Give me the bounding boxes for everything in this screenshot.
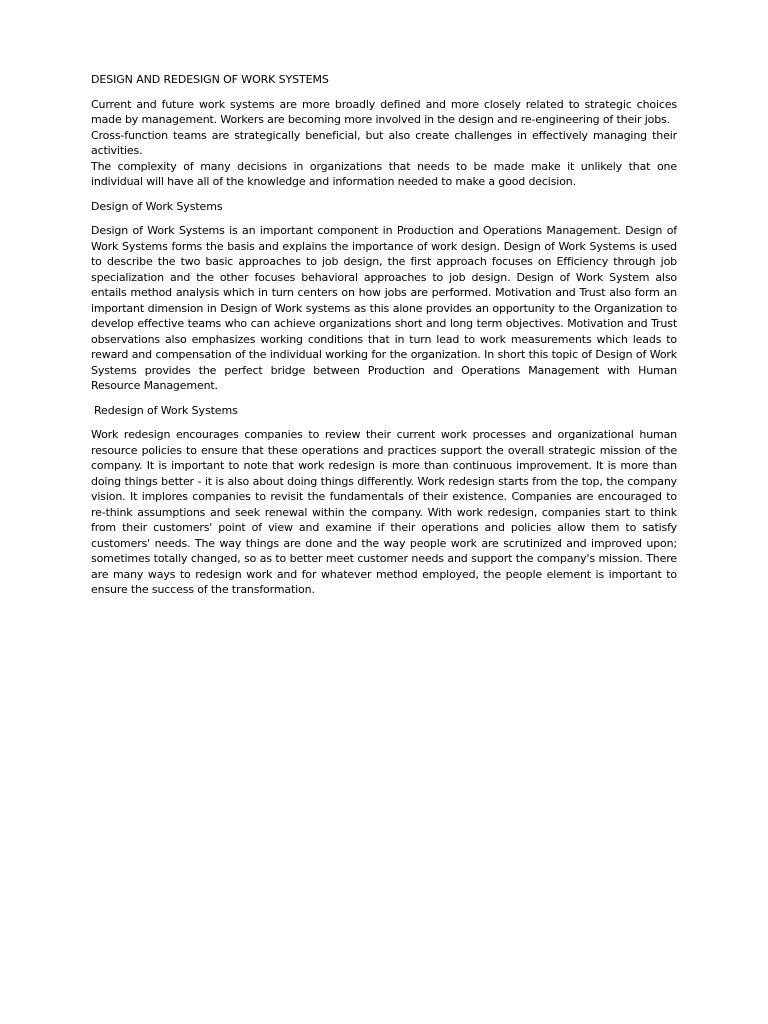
section-body-redesign: Work redesign encourages companies to review their current work processes and organizational human resource policies to ensure that these operations and practices support the overall strategic mission of the company. It is important to note that work redesign is more than continuous improvement. It is more than doing things better - it is also about doing things differently. Work redesign starts from the top, the company vision. It implores companies to revisit the fundamentals of their existence. Companies are encouraged to re-think assumptions and seek renewal within the company. With work redesign, companies start to think from their customers' point of view and examine if their operations and policies allow them to satisfy customers' needs. The way things are done and the way people work are scrutinized and improved upon; sometimes totally changed, so as to better meet customer needs and support the company's mission. There are many ways to redesign work and for whatever method employed, the people element is important to ensure the success of the transformation. <box>91 428 677 596</box>
section-heading-redesign: Redesign of Work Systems <box>94 403 238 417</box>
intro-paragraph-1: Current and future work systems are more broadly defined and more closely related to strategic choices made by management. Workers are becoming more involved in the design and re-engineering of their jobs. <box>91 97 677 126</box>
spacer <box>91 88 677 97</box>
document-page <box>91 72 677 598</box>
section-heading-design: Design of Work Systems <box>91 199 223 213</box>
spacer <box>91 418 677 427</box>
document-title: DESIGN AND REDESIGN OF WORK SYSTEMS <box>91 73 329 86</box>
section-body-design: Design of Work Systems is an important component in Production and Operations Management. Design of Work Systems forms the basis and explains the importance of work design. Design of Work Systems is used to describe the two basic approaches to job design, the first approach focuses on Efficiency through job specialization and the other focuses behavioral approaches to job design. Design of Work System also entails method analysis which in turn centers on how jobs are performed. Motivation and Trust also form an important dimension in Design of Work systems as this alone provides an opportunity to the Organization to develop effective teams who can achieve organizations short and long term objectives. Motivation and Trust observations also emphasizes working conditions that in turn lead to work measurements which leads to reward and compensation of the individual working for the organization. In short this topic of Design of Work Systems provides the perfect bridge between Production and Operations Management with Human Resource Management. <box>91 224 677 392</box>
intro-paragraph-3: The complexity of many decisions in organizations that needs to be made make it unlikely that one individual will have all of the knowledge and information needed to make a good decision. <box>91 159 677 188</box>
spacer <box>91 394 677 403</box>
spacer <box>91 214 677 223</box>
spacer <box>91 190 677 199</box>
intro-paragraph-2: Cross-function teams are strategically beneficial, but also create challenges in effectively managing their activities. <box>91 128 677 157</box>
